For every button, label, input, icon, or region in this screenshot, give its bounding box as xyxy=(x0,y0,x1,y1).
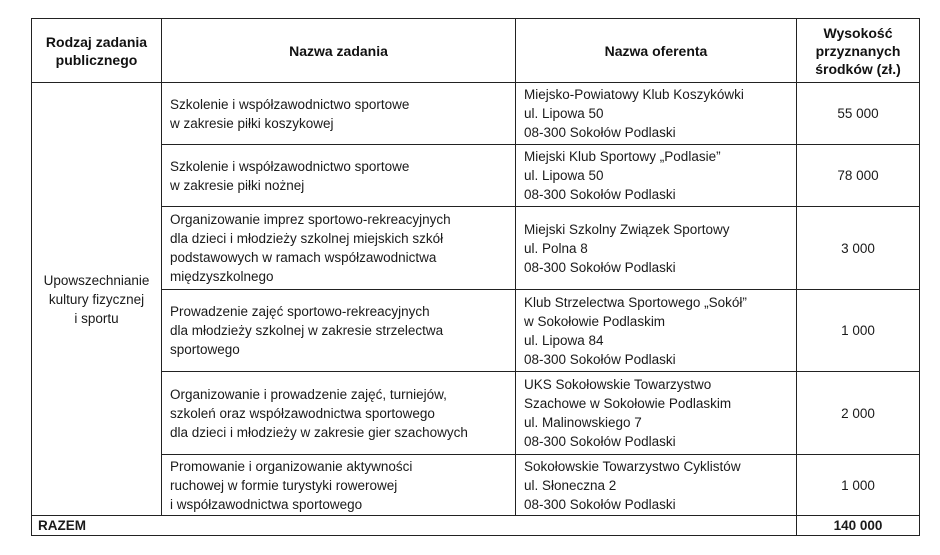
bidder-cell xyxy=(516,290,797,372)
task-cell xyxy=(162,372,516,455)
header-bidder-name-text: Nazwa oferenta xyxy=(604,42,708,59)
category-cell xyxy=(32,83,162,516)
table-row xyxy=(32,372,920,455)
document xyxy=(31,18,919,536)
amount-cell xyxy=(797,455,920,516)
task-cell xyxy=(162,145,516,207)
table-row xyxy=(32,207,920,290)
task-cell xyxy=(162,83,516,145)
header-task-name xyxy=(162,19,516,83)
total-amount: 140 000 xyxy=(833,518,883,533)
bidder-cell xyxy=(516,207,797,290)
amount-text: 55 000 xyxy=(837,106,879,121)
amount-cell xyxy=(797,372,920,455)
amount-text: 78 000 xyxy=(837,168,879,183)
bidder-cell xyxy=(516,455,797,516)
amount-cell xyxy=(797,207,920,290)
task-text: Organizowanie imprez sportowo-rekreacyjnych dla dzieci i młodzieży szkolnej miejskich szkół podstawowych w ramach współzawodnictwa międzyszkolnego xyxy=(170,212,451,284)
bidder-text: Klub Strzelectwa Sportowego „Sokół” w Sokołowie Podlaskim ul. Lipowa 84 08-300 Sokołów Podlaski xyxy=(524,294,747,367)
total-amount-cell xyxy=(797,516,920,536)
total-label-cell xyxy=(32,516,162,536)
total-label: RAZEM xyxy=(38,518,86,533)
task-text: Prowadzenie zajęć sportowo-rekreacyjnych dla młodzieży szkolnej w zakresie strzelectwa sportowego xyxy=(170,304,444,357)
bidder-text: Miejski Szkolny Związek Sportowy ul. Polna 8 08-300 Sokołów Podlaski xyxy=(524,221,730,275)
task-cell xyxy=(162,290,516,372)
bidder-text: Miejski Klub Sportowy „Podlasie” ul. Lipowa 50 08-300 Sokołów Podlaski xyxy=(524,149,721,202)
header-task-name-text: Nazwa zadania xyxy=(289,42,388,59)
amount-cell xyxy=(797,83,920,145)
amount-cell xyxy=(797,145,920,207)
amount-text: 1 000 xyxy=(841,477,875,493)
header-amount-text: Wysokość przyznanych środków (zł.) xyxy=(815,24,901,77)
bidder-cell xyxy=(516,83,797,145)
amount-text: 2 000 xyxy=(841,405,875,421)
bidder-text: UKS Sokołowskie Towarzystwo Szachowe w Sokołowie Podlaskim ul. Malinowskiego 7 08-300 Sokołów Podlaski xyxy=(524,377,732,449)
category-text: Upowszechnianie kultury fizycznej i sportu xyxy=(43,272,150,326)
task-text: Szkolenie i współzawodnictwo sportowe w zakresie piłki nożnej xyxy=(170,158,410,193)
amount-text: 1 000 xyxy=(841,323,875,338)
task-text: Promowanie i organizowanie aktywności ruchowej w formie turystyki rowerowej i współzawodnictwa sportowego xyxy=(170,458,413,512)
total-blank-cell xyxy=(162,516,516,536)
task-text: Szkolenie i współzawodnictwo sportowe w zakresie piłki koszykowej xyxy=(170,96,410,131)
bidder-cell xyxy=(516,372,797,455)
amount-text: 3 000 xyxy=(841,240,875,256)
bidder-text: Miejsko-Powiatowy Klub Koszykówki ul. Lipowa 50 08-300 Sokołów Podlaski xyxy=(524,87,744,140)
header-task-type xyxy=(32,19,162,83)
header-amount xyxy=(797,19,920,83)
header-bidder-name xyxy=(516,19,797,83)
task-cell xyxy=(162,455,516,516)
bidder-cell xyxy=(516,145,797,207)
amount-cell xyxy=(797,290,920,372)
table-row xyxy=(32,83,920,145)
bidder-text: Sokołowskie Towarzystwo Cyklistów ul. Słoneczna 2 08-300 Sokołów Podlaski xyxy=(524,458,741,512)
table-row xyxy=(32,145,920,207)
total-blank-cell xyxy=(516,516,797,536)
total-row xyxy=(32,516,920,536)
table-row xyxy=(32,290,920,372)
task-cell xyxy=(162,207,516,290)
grants-table xyxy=(31,18,920,536)
header-task-type-text: Rodzaj zadania publicznego xyxy=(45,33,148,68)
table-row xyxy=(32,455,920,516)
header-row xyxy=(32,19,920,83)
task-text: Organizowanie i prowadzenie zajęć, turniejów, szkoleń oraz współzawodnictwa sportowego dla dzieci i młodzieży w zakresie gier szachowych xyxy=(170,386,468,440)
